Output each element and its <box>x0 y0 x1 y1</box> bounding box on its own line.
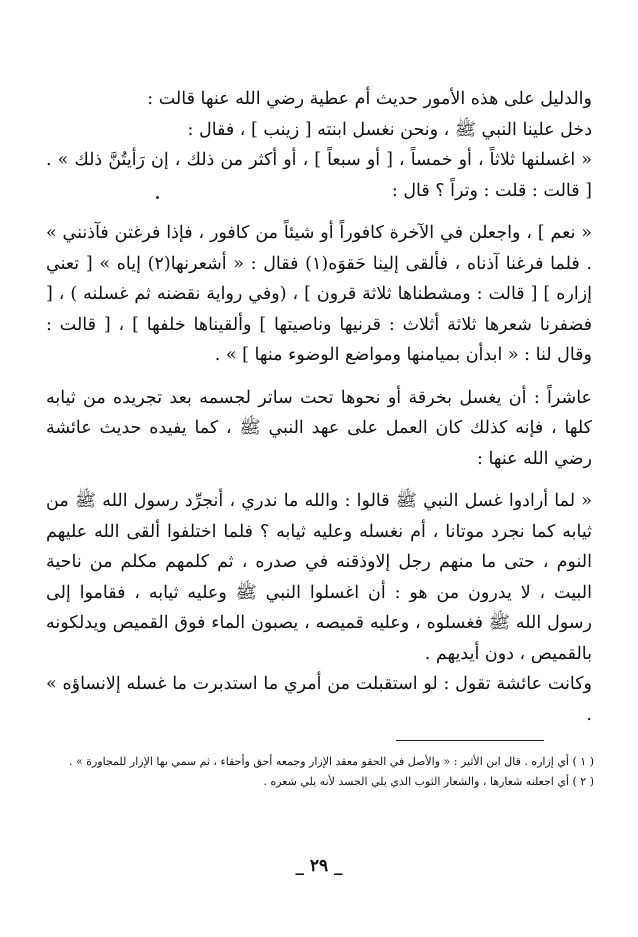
paragraph-intro: والدليل على هذه الأمور حديث أم عطية رضي الله عنها قالت : <box>147 89 592 109</box>
ink-speck <box>156 196 159 199</box>
footnote-1: ( ١ ) أي إزاره . قال ابن الأثير : « والأصل في الحقو معقد الإزار وجمعه أحق وأحقاء ، ثم سمي بها الإزار للمجاورة » . <box>69 755 594 768</box>
paragraph-aisha-saying: وكانت عائشة تقول : لو استقبلت من أمري ما استدبرت ما غسله إلانساؤه » . <box>46 674 592 725</box>
paragraph-aisha-hadith: « لما أرادوا غسل النبي ﷺ قالوا : والله ما ندري ، أنجرِّد رسول الله ﷺ من ثيابه كما نجرد موتانا ، أم نغسله وعليه ثيابه ؟ فلما اختلفوا ألقى الله عليهم النوم ، حتى ما منهم رجل إلاوذقنه في صدره ، ثم كلمهم مكلم من ناحية البيت ، لا يدرون من هو : أن اغسلوا النبي ﷺ وعليه ثيابه ، فقاموا إلى رسول الله ﷺ فغسلوه ، وعليه قميصه ، يصبون الماء فوق القميص ويدلكونه بالقميص ، دون أيديهم . <box>46 491 592 664</box>
paragraph-hadith-camphor: « نعم ] ، واجعلن في الآخرة كافوراً أو شيئاً من كافور ، فإذا فرغتن فآذنني » . فلما فرغنا آذناه ، فألقى إلينا حَقوَه(١) فقال : « أشعرنها(٢) إياه » [ تعني إزاره ] [ قالت : ومشطناها ثلاثة قرون ] ، (وفي رواية نقضنه ثم غسلنه ) ، [ فضفرنا شعرها ثلاثة أثلاث : قرنيها وناصيتها ] وألقيناها خلفها ] ، [ قالت : وقال لنا : « ابدأن بميامنها ومواضع الوضوء منها ] » . <box>46 223 592 365</box>
main-text <box>46 84 592 730</box>
footnotes <box>44 752 594 792</box>
paragraph-hadith-start: دخل علينا النبي ﷺ ، ونحن نغسل ابنته [ زينب ] ، فقال : <box>187 119 592 140</box>
paragraph-hadith-wash: « اغسلنها ثلاثاً ، أو خمساً ، [ أو سبعاً ] ، أو أكثر من ذلك ، إن رَأيتُنَّ ذلك » . [ قالت : قلت : وتراً ؟ قال : <box>46 150 592 201</box>
footnote-separator <box>396 740 544 741</box>
footnote-2: ( ٢ ) أي اجعلنه شعارها ، والشعار الثوب الذي يلي الجسد لأنه يلي شعره . <box>263 775 594 788</box>
paragraph-tenth-point: عاشراً : أن يغسل بخرقة أو نحوها تحت ساتر لجسمه بعد تجريده من ثيابه كلها ، فإنه كذلك كان العمل على عهد النبي ﷺ ، كما يفيده حديث عائشة رضي الله عنها : <box>46 387 592 469</box>
page-number: _ ٢٩ _ <box>295 856 343 876</box>
